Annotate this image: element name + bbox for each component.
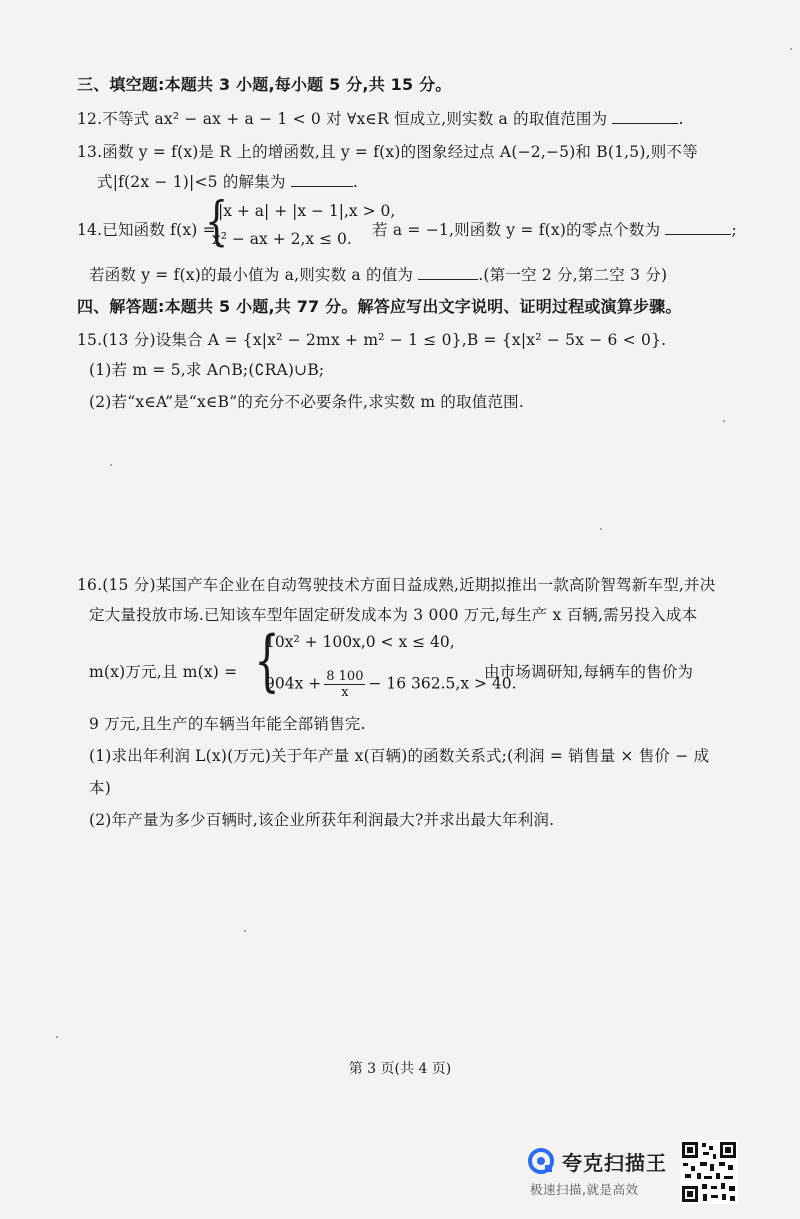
question-13-end: . [352,173,358,191]
scanner-brand-name: 夸克扫描王 [562,1151,667,1175]
question-14-end: ; [731,221,737,239]
question-16-case1: 10x² + 100x,0 < x ≤ 40, [265,633,455,651]
answer-blank-14b [418,265,478,280]
question-16-part1-cont: 本) [89,779,111,797]
question-14-case1: |x + a| + |x − 1|,x > 0, [218,202,396,220]
scan-speck [723,420,725,422]
scanner-watermark [528,1142,678,1202]
question-14-mid [372,218,737,240]
question-16-line4: 9 万元,且生产的车辆当年能全部销售完. [89,715,366,733]
answer-blank-12 [612,109,678,124]
brace-14: { [204,192,229,252]
question-14-text: 若 a = −1,则函数 y = f(x)的零点个数为 [372,221,661,239]
question-16-case2 [265,669,517,700]
brace-16: { [254,622,280,699]
question-15-part1: (1)若 m = 5,求 A∩B;(∁RA)∪B; [89,361,325,379]
question-12-end: . [678,110,684,128]
quark-logo-icon [528,1148,554,1174]
scan-speck [244,930,246,932]
question-16-case2-b: − 16 362.5,x > 40. [368,674,517,693]
section4-heading: 四、解答题:本题共 5 小题,共 77 分。解答应写出文字说明、证明过程或演算步骤。 [77,297,682,316]
question-16-line2: 定大量投放市场.已知该车型年固定研发成本为 3 000 万元,每生产 x 百辆,需另投入成本 [89,606,698,624]
answer-blank-13 [291,172,353,187]
question-15-part2: (2)若“x∈A”是“x∈B”的充分不必要条件,求实数 m 的取值范围. [89,393,524,411]
question-14-line2 [89,263,667,285]
question-14-case2: x² − ax + 2,x ≤ 0. [212,230,352,248]
question-14-line2-end: .(第一空 2 分,第二空 3 分) [478,266,668,284]
question-16-part2: (2)年产量为多少百辆时,该企业所获年利润最大?并求出最大年利润. [89,811,555,829]
question-13-line1: 13.函数 y = f(x)是 R 上的增函数,且 y = f(x)的图象经过点 A(−2,−5)和 B(1,5),则不等 [77,143,698,161]
scan-speck [600,528,602,530]
question-16-m-suffix: 由市场调研知,每辆车的售价为 [484,663,694,681]
question-16-m-prefix: m(x)万元,且 m(x) = [89,663,238,681]
question-14-prefix: 14.已知函数 f(x) = [77,221,216,239]
question-13-text: 式|f(2x − 1)|<5 的解集为 [97,173,286,191]
scan-speck [790,48,792,50]
fraction-numerator: 8 100 [326,669,364,684]
qr-code-icon [680,1140,738,1204]
section3-heading: 三、填空题:本题共 3 小题,每小题 5 分,共 15 分。 [77,75,452,94]
answer-blank-14a [665,220,731,235]
scanner-tagline: 极速扫描,就是高效 [530,1182,639,1197]
question-16-part1: (1)求出年利润 L(x)(万元)关于年产量 x(百辆)的函数关系式;(利润 = 销售量 × 售价 − 成 [89,747,710,765]
fraction-8100-over-x [324,669,365,700]
question-16-line1: 16.(15 分)某国产车企业在自动驾驶技术方面日益成熟,近期拟推出一款高阶智驾新车型,并决 [77,576,716,594]
scan-speck [110,464,112,466]
question-13-line2 [97,170,358,192]
question-12-text: 12.不等式 ax² − ax + a − 1 < 0 对 ∀x∈R 恒成立,则实数 a 的取值范围为 [77,110,608,128]
page-number: 第 3 页(共 4 页) [348,1061,452,1077]
question-14-line2-text: 若函数 y = f(x)的最小值为 a,则实数 a 的值为 [89,266,414,284]
scan-speck [56,1036,58,1038]
question-16-case2-a: 904x + [265,674,322,693]
question-12 [77,107,684,129]
fraction-denominator: x [341,685,349,700]
question-15: 15.(13 分)设集合 A = {x|x² − 2mx + m² − 1 ≤ 0},B = {x|x² − 5x − 6 < 0}. [77,331,667,349]
